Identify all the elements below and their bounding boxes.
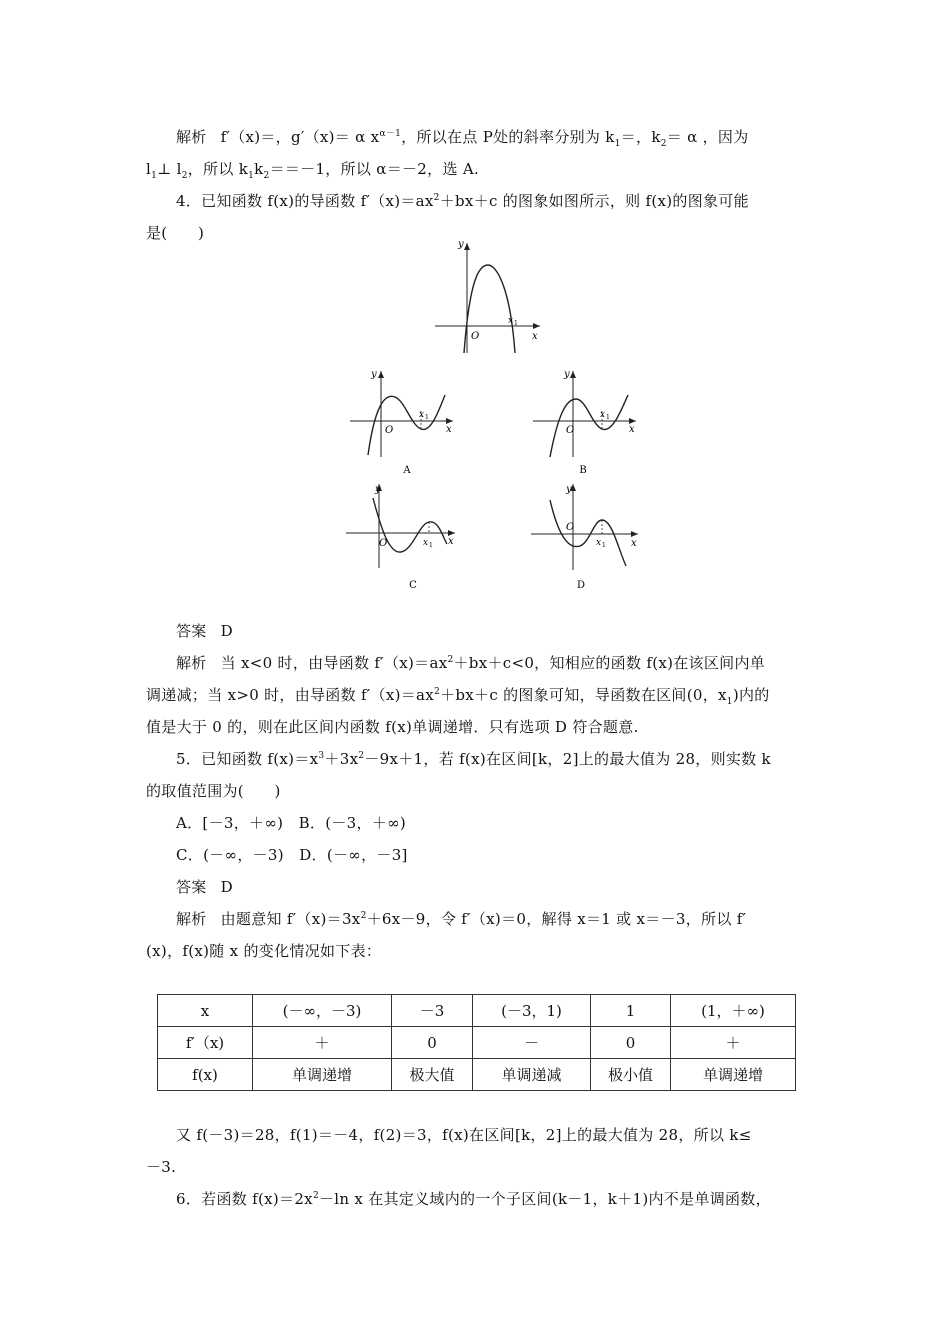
svg-text:1: 1 — [602, 542, 606, 549]
answer-value: D — [220, 622, 233, 640]
question-5-line-2: 的取值范围为( ) — [146, 782, 281, 800]
conclusion-line-1: 又 f(－3)＝28，f(1)＝－4，f(2)＝3，f(x)在区间[k，2]上的最大值为 28，所以 k≤ — [176, 1126, 752, 1144]
answer-value: D — [220, 878, 233, 896]
svg-text:x: x — [419, 410, 425, 420]
svg-text:x: x — [596, 538, 602, 548]
variation-table — [157, 994, 796, 1091]
question-6-line-1: 6．若函数 $f(x)=2x^2-\ln$ x 在其定义域内的一个子区间(k－1，k＋1)内不是单调函数， — [176, 1190, 771, 1208]
question-4-line-1: 4．已知函数 f(x)的导函数 $f'(x)=ax^2+bx+c$ 的图象如图所示，则 f(x)的图象可能 — [176, 192, 749, 210]
answer-label: 答案 — [176, 878, 207, 896]
svg-text:x: x — [423, 538, 429, 548]
question-5-line-1: 5．已知函数 $f(x)=x^3+3x^2-9x+1$，若 f(x)在区间[k，2]上的最大值为 28，则实数 k — [176, 750, 771, 768]
explanation-label: 解析 — [176, 910, 207, 928]
question-4-line-2: 是( ) — [146, 224, 205, 242]
svg-text:O: O — [566, 425, 575, 436]
svg-text:1: 1 — [514, 320, 518, 327]
explanation-label: 解析 — [176, 128, 207, 146]
svg-text:O: O — [566, 522, 575, 533]
option-a-label: A — [403, 465, 411, 476]
explanation-3-line-1: 解析 f′（x)＝，g′（x)＝ α $x^{\alpha-1}$，所以在点 P处的斜率分别为 $k_1=$，$k_2= \alpha$ ，因为 — [176, 128, 749, 149]
svg-text:O: O — [385, 425, 394, 436]
svg-text:1: 1 — [606, 414, 610, 421]
option-a-graph — [345, 365, 465, 480]
derivative-graph — [430, 235, 550, 355]
explanation-label: 解析 — [176, 654, 207, 672]
option-d-graph — [528, 478, 648, 593]
question-5-options-cd: C．(－∞，－3) D．(－∞，－3] — [176, 846, 408, 864]
answer-5 — [176, 876, 233, 897]
option-d-label: D — [576, 580, 586, 591]
svg-text:y: y — [371, 369, 377, 380]
explanation-4-line-1: 解析 当 x<0 时，由导函数 $f'(x)=ax^2+bx+c<0$，知相应的函数 f(x)在该区间内单 — [176, 654, 766, 672]
question-5-options-ab: A．[－3，＋∞) B．(－3，＋∞) — [176, 814, 407, 832]
svg-text:x: x — [446, 424, 452, 435]
explanation-3-line-2: $l_1\perp$ $l_2$，所以 $k_1k_2==-1$，所以 α＝－2，选 A. — [146, 160, 480, 181]
x-axis-label: x — [532, 331, 538, 342]
conclusion-line-2: －3. — [146, 1158, 177, 1176]
y-axis-label: y — [458, 239, 464, 250]
svg-text:y: y — [566, 484, 572, 495]
option-b-label: B — [579, 465, 587, 476]
svg-text:x: x — [629, 424, 635, 435]
explanation-5-line-2: (x)，f(x)随 x 的变化情况如下表： — [146, 942, 382, 960]
svg-text:1: 1 — [429, 542, 433, 549]
x1-label: x — [508, 316, 514, 326]
svg-text:x: x — [600, 410, 606, 420]
option-b-graph — [528, 365, 648, 480]
answer-4 — [176, 620, 233, 641]
answer-label: 答案 — [176, 622, 207, 640]
svg-text:x: x — [448, 536, 454, 547]
table-row: f(x) 单调递增 极大值 单调递减 极小值 单调递增 — [158, 1059, 796, 1091]
explanation-4-line-2: 调递减；当 x>0 时，由导函数 $f'(x)=ax^2+bx+c$ 的图象可知，导函数在区间(0，$x_1$)内的 — [146, 686, 770, 707]
origin-label: O — [471, 331, 480, 342]
table-row: x (－∞，－3) －3 (－3，1) 1 (1，＋∞) — [158, 995, 796, 1027]
svg-text:1: 1 — [425, 414, 429, 421]
svg-text:y: y — [564, 369, 570, 380]
table-row: f′（x) ＋ 0 － 0 ＋ — [158, 1027, 796, 1059]
explanation-5-line-1: 解析 由题意知 $f'(x)=3x^2+6x-9$，令 f′（x)＝0，解得 x＝1 或 x＝－3，所以 f′ — [176, 910, 747, 928]
svg-text:x: x — [631, 538, 637, 549]
explanation-4-line-3: 值是大于 0 的，则在此区间内函数 f(x)单调递增．只有选项 D 符合题意. — [146, 718, 639, 736]
option-c-label: C — [409, 580, 417, 591]
svg-text:y: y — [375, 484, 381, 495]
svg-text:O: O — [379, 538, 388, 549]
option-c-graph — [343, 478, 463, 593]
